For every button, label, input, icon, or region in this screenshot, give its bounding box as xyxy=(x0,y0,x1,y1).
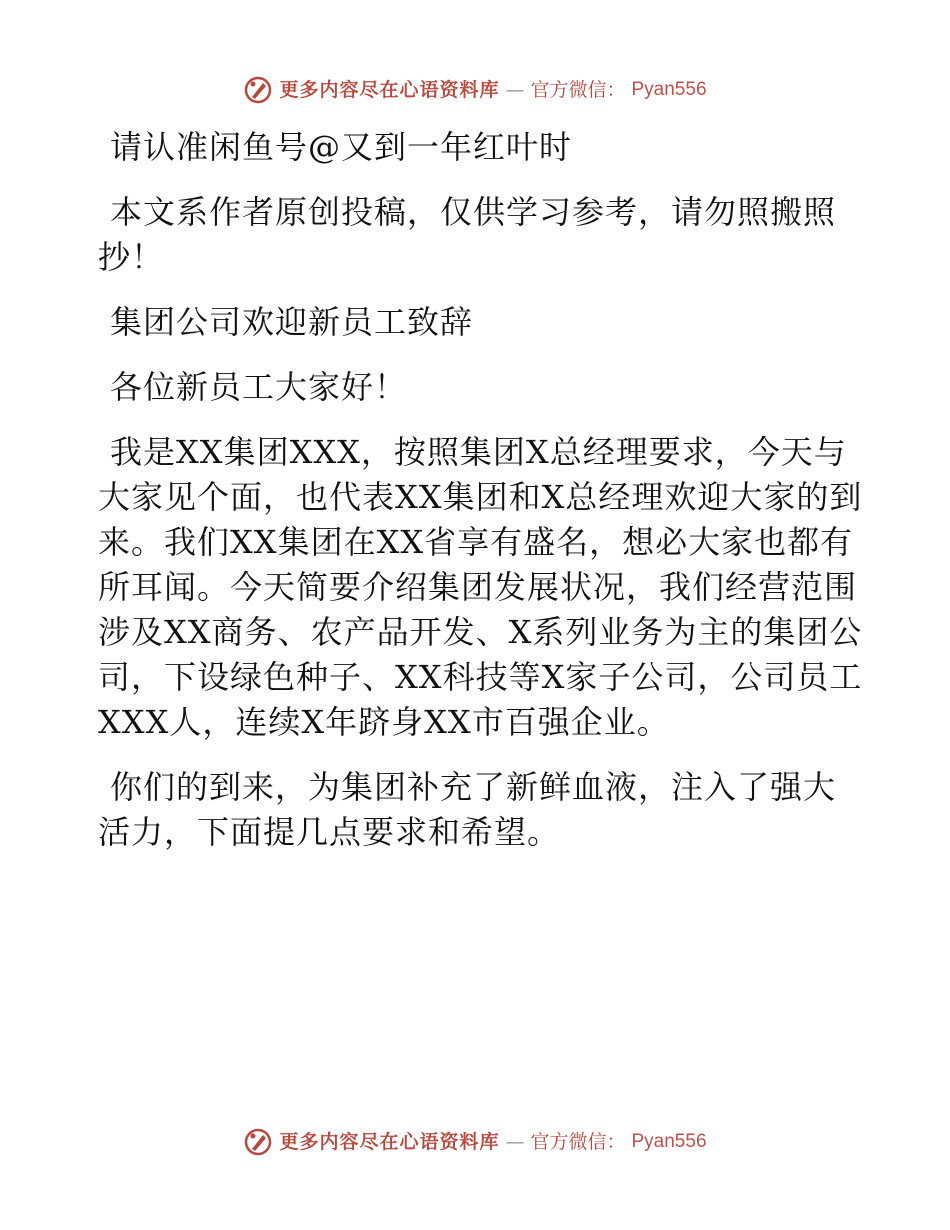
document-body xyxy=(98,125,863,875)
watermark-separator: — xyxy=(505,79,525,101)
watermark-site-text: 更多内容尽在心语资料库 xyxy=(279,79,500,101)
copyright-paragraph: 本文系作者原创投稿，仅供学习参考，请勿照搬照抄！ xyxy=(98,193,837,276)
document-title: 集团公司欢迎新员工致辞 xyxy=(110,303,474,341)
watermark-wechat-id: Pyan556 xyxy=(631,1131,707,1152)
watermark-site-text: 更多内容尽在心语资料库 xyxy=(279,1131,500,1153)
watermark-separator: — xyxy=(505,1131,525,1153)
pen-logo-icon xyxy=(243,75,273,105)
header-watermark xyxy=(0,75,950,105)
intro-paragraph: 我是XX集团XXX，按照集团X总经理要求，今天与大家见个面，也代表XX集团和X总经理欢迎大家的到来。我们XX集团在XX省享有盛名，想必大家也都有所耳闻。今天简要介绍集团发展状况，我们经营范围涉及XX商务、农产品开发、X系列业务为主的集团公司，下设绿色种子、XX科技等X家子公司，公司员工XXX人，连续X年跻身XX市百强企业。 xyxy=(98,433,863,741)
watermark-wechat-label: 官方微信： xyxy=(530,1131,626,1153)
pen-logo-icon xyxy=(243,1127,273,1157)
watermark-wechat-id: Pyan556 xyxy=(631,79,707,100)
closing-paragraph: 你们的到来，为集团补充了新鲜血液，注入了强大活力，下面提几点要求和希望。 xyxy=(98,768,837,851)
footer-watermark xyxy=(0,1127,950,1157)
greeting-paragraph: 各位新员工大家好！ xyxy=(110,368,408,406)
watermark-wechat-label: 官方微信： xyxy=(530,79,626,101)
notice-paragraph: 请认准闲鱼号@又到一年红叶时 xyxy=(110,128,573,166)
